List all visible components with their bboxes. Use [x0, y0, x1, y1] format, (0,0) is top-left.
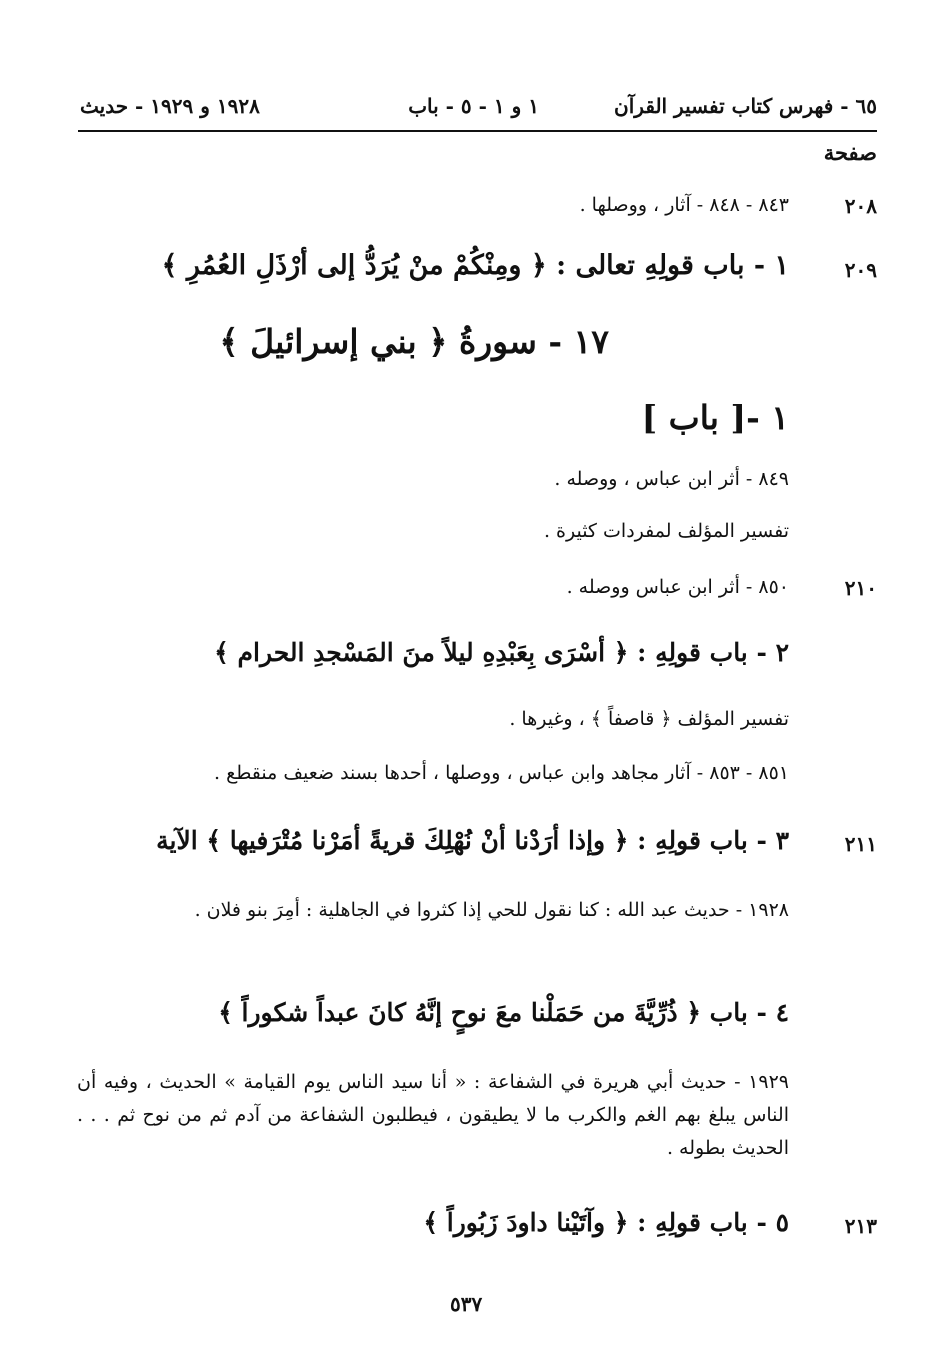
chapter-heading: ١ - باب قولِهِ تعالى : ﴿ ومِنْكُمْ منْ يُرَدُّ إلى أرْذَلِ العُمُرِ ﴾: [161, 250, 789, 281]
hadith-entry: ١٩٢٩ - حديث أبي هريرة في الشفاعة : « أنا سيد الناس يوم القيامة » الحديث ، وفيه أن الناس يبلغ بهم الغم والكرب ما لا يطيقون ، فيطلبون الشفاعة من آدم ثم من نوح ثم . . . الحديث بطوله .: [77, 1071, 789, 1159]
page-ref: ٢١١: [844, 832, 877, 856]
page-ref: ٢٠٨: [844, 194, 877, 218]
chapter-heading: ٢ - باب قولِهِ : ﴿ أسْرَى بِعَبْدِهِ ليلاً منَ المَسْجدِ الحرام ﴾: [214, 638, 789, 667]
running-header-title: ٦٥ - فهرس كتاب تفسير القرآن: [614, 94, 877, 118]
page-column-label: صفحة: [823, 140, 877, 165]
chapter-heading: ١ -[ باب ]: [641, 398, 789, 437]
running-header-range: ١٩٢٨ و ١٩٢٩ - حديث: [80, 94, 260, 118]
index-entry: تفسير المؤلف ﴿ قاصفاً ﴾ ، وغيرها .: [509, 708, 789, 730]
page-ref: ٢١٠: [844, 576, 877, 600]
page-ref: ٢١٣: [844, 1214, 877, 1238]
index-entry: ٨٥٠ - أثر ابن عباس ووصله .: [566, 576, 789, 598]
chapter-heading: ٤ - باب ﴿ ذُرِّيَّةَ من حَمَلْنا معَ نوحٍ إنَّهُ كانَ عبداً شكوراً ﴾: [218, 998, 789, 1027]
hadith-entry: ١٩٢٨ - حديث عبد الله : كنا نقول للحي إذا كثروا في الجاهلية : أمِرَ بنو فلان .: [194, 899, 789, 921]
running-header-section: ١ و ١ - ٥ - باب: [408, 94, 539, 118]
surah-heading: ١٧ - سورةُ ﴿ بني إسرائيلَ ﴾: [219, 322, 609, 361]
chapter-heading: ٥ - باب قولِهِ : ﴿ وآتَيْنا داودَ زَبُوراً ﴾: [423, 1208, 789, 1237]
index-entry: ٨٤٣ - ٨٤٨ - آثار ، ووصلها .: [579, 194, 789, 216]
page-number: ٥٣٧: [450, 1292, 483, 1316]
header-rule: [78, 130, 877, 132]
chapter-heading: ٣ - باب قولِهِ : ﴿ وإذا أرَدْنا أنْ نُهْلِكَ قريةً أمَرْنا مُتْرَفيها ﴾ الآية: [156, 826, 789, 855]
index-entry: تفسير المؤلف لمفردات كثيرة .: [543, 520, 789, 542]
page-ref: ٢٠٩: [844, 258, 877, 282]
index-entry: ٨٤٩ - أثر ابن عباس ، ووصله .: [554, 468, 789, 490]
index-entry: ٨٥١ - ٨٥٣ - آثار مجاهد وابن عباس ، ووصلها ، أحدها بسند ضعيف منقطع .: [214, 762, 789, 784]
